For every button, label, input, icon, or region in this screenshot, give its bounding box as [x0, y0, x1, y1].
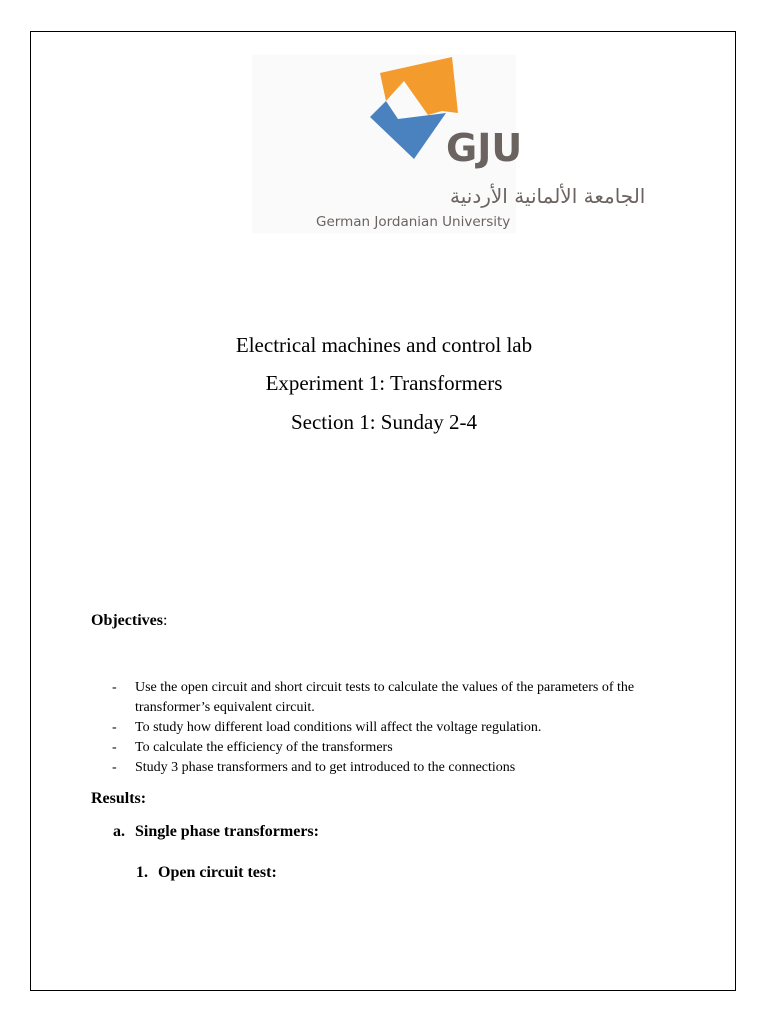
logo-abbreviation: GJU: [446, 126, 523, 170]
subsection-a-label: Single phase transformers:: [135, 823, 319, 840]
objectives-colon: :: [162, 612, 168, 629]
logo-english-name: German Jordanian University: [316, 214, 511, 230]
subsection-1: [136, 864, 277, 882]
list-item: [112, 678, 692, 718]
objectives-list: [112, 678, 692, 778]
objectives-heading: [91, 612, 167, 630]
subsection-a: [113, 823, 319, 841]
list-item-text: To calculate the efficiency of the transformers: [135, 740, 393, 755]
logo-arabic-name: الجامعة الألمانية الأردنية: [450, 184, 646, 208]
subsection-a-marker: a.: [113, 823, 125, 840]
gju-logo-graphic: [252, 55, 646, 233]
course-title: Electrical machines and control lab: [235, 333, 533, 357]
list-item-text: Study 3 phase transformers and to get introduced to the connections: [135, 760, 516, 775]
list-item-text: To study how different load conditions will affect the voltage regulation.: [135, 720, 542, 735]
list-item-text: Use the open circuit and short circuit tests to calculate the values of the parameters of the transformer’s equivalent circuit.: [135, 680, 635, 715]
list-dash: -: [112, 760, 117, 775]
list-dash: -: [112, 680, 117, 695]
list-dash: -: [112, 740, 117, 755]
subsection-1-marker: 1.: [136, 864, 148, 881]
experiment-title: Experiment 1: Transformers: [265, 371, 503, 395]
university-logo: [252, 55, 646, 233]
list-dash: -: [112, 720, 117, 735]
results-heading: Results:: [91, 790, 147, 807]
objectives-heading-text: Objectives: [91, 612, 163, 629]
list-item: [112, 718, 692, 738]
list-item: [112, 758, 692, 778]
section-title: Section 1: Sunday 2-4: [290, 410, 478, 434]
subsection-1-label: Open circuit test:: [158, 864, 277, 881]
list-item: [112, 738, 692, 758]
